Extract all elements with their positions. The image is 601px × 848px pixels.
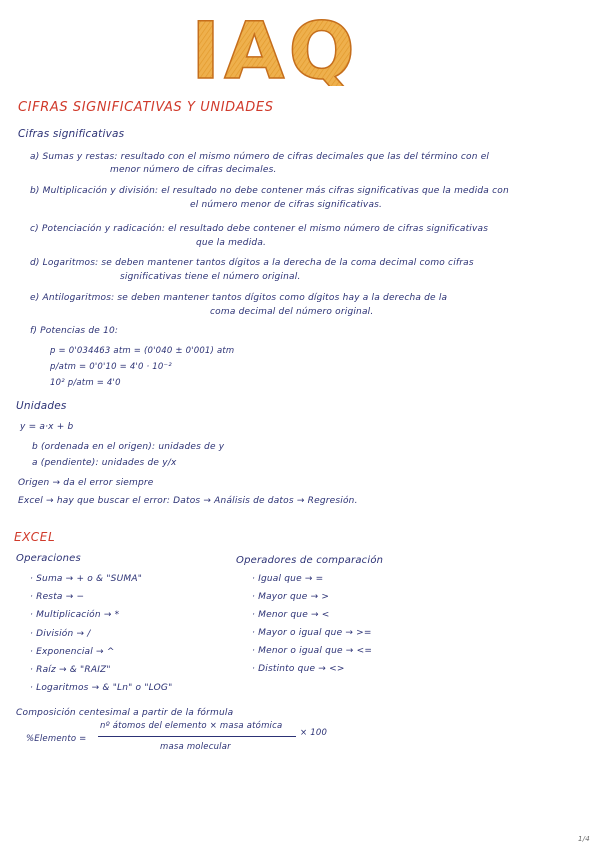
op-resta: · Resta → −	[30, 592, 85, 602]
rule-c-line2: que la medida.	[196, 238, 267, 248]
op-logaritmos: · Logaritmos → & "Ln" o "LOG"	[30, 683, 173, 693]
page-number: 1/4	[578, 835, 590, 843]
units-origin-note: Origen → da el error siempre	[18, 478, 154, 488]
rule-f-example-2: p/atm = 0'0'10 = 4'0 · 10⁻²	[50, 362, 172, 372]
section-heading-cifras: CIFRAS SIGNIFICATIVAS Y UNIDADES	[18, 100, 274, 115]
units-slope: a (pendiente): unidades de y/x	[32, 458, 177, 468]
title-text: IAQ	[191, 8, 359, 86]
cmp-menor-igual: · Menor o igual que → <=	[252, 646, 373, 656]
units-intercept: b (ordenada en el origen): unidades de y	[32, 442, 225, 452]
section-heading-excel: EXCEL	[14, 530, 56, 544]
rule-d-line2: significativas tiene el número original.	[120, 272, 301, 282]
rule-d-line1: d) Logaritmos: se deben mantener tantos dígitos a la derecha de la coma decimal como cifras	[30, 258, 474, 268]
cmp-igual: · Igual que → =	[252, 574, 324, 584]
fraction-bar	[98, 736, 296, 737]
title-block	[190, 8, 360, 86]
op-multiplicacion: · Multiplicación → *	[30, 610, 120, 620]
op-suma: · Suma → + o & "SUMA"	[30, 574, 143, 584]
cmp-distinto: · Distinto que → <>	[252, 664, 345, 674]
rule-a-line1: a) Sumas y restas: resultado con el mismo número de cifras decimales que las del término con el	[30, 152, 490, 162]
subheading-cifras: Cifras significativas	[18, 128, 125, 140]
op-raiz: · Raíz → & "RAIZ"	[30, 665, 111, 675]
cmp-mayor-igual: · Mayor o igual que → >=	[252, 628, 372, 638]
subheading-unidades: Unidades	[16, 400, 67, 412]
formula-numerator: nº átomos del elemento × masa atómica	[100, 721, 283, 731]
rule-f-example-3: 10² p/atm = 4'0	[50, 378, 121, 388]
rule-b-line2: el número menor de cifras significativas.	[190, 200, 383, 210]
title-iaq-logo	[190, 8, 360, 86]
rule-f-label: f) Potencias de 10:	[30, 326, 119, 336]
rule-e-line1: e) Antilogaritmos: se deben mantener tantos dígitos como dígitos hay a la derecha de la	[30, 293, 448, 303]
cmp-mayor: · Mayor que → >	[252, 592, 330, 602]
rule-b-line1: b) Multiplicación y división: el resultado no debe contener más cifras significativas que la medida con	[30, 186, 509, 196]
rule-c-line1: c) Potenciación y radicación: el resultado debe contener el mismo número de cifras significativas	[30, 224, 489, 234]
rule-a-line2: menor número de cifras decimales.	[110, 165, 277, 175]
rule-e-line2: coma decimal del número original.	[210, 307, 374, 317]
cmp-menor: · Menor que → <	[252, 610, 330, 620]
composition-heading: Composición centesimal a partir de la fórmula	[16, 708, 234, 718]
op-exponencial: · Exponencial → ^	[30, 647, 115, 657]
op-division: · División → /	[30, 629, 91, 639]
formula-denominator: masa molecular	[160, 742, 231, 752]
formula-lhs: %Elemento =	[26, 734, 87, 744]
rule-f-example-1: p = 0'034463 atm = (0'040 ± 0'001) atm	[50, 346, 235, 356]
linear-equation: y = a·x + b	[20, 422, 74, 432]
units-excel-note: Excel → hay que buscar el error: Datos → Análisis de datos → Regresión.	[18, 496, 358, 506]
subheading-comparacion: Operadores de comparación	[236, 555, 384, 566]
subheading-operaciones: Operaciones	[16, 553, 81, 564]
formula-multiplier: × 100	[300, 728, 328, 738]
